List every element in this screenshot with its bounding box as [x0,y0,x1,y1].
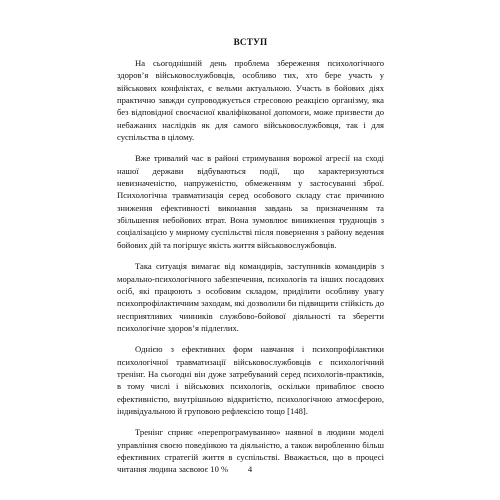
paragraph-3: Така ситуація вимагає від командирів, заступників командирів з морально-психологічного забезпечення, психологів та інших посадових осіб, які працюють з особовим складом, приділити особливу увагу психопрофілактичним заходам, які дозволили би підвищити стійкість до несприятливих чинників службово-бойової діяльності та зберегти психологічне здоров’я підлеглих. [117,261,384,333]
page-content [117,36,384,476]
paragraph-4: Однією з ефективних форм навчання і психопрофілактики психологічної травматизації військовослужбовців є психологічний тренінг. На сьогодні він дуже затребуваний серед психологів-практиків, в тому числі і військових психологів, оскільки приваблює своєю ефективністю, внутрішньою відкритістю, психологічною атмосферою, індивідуальною й груповою рефлексією тощо [148]. [117,344,384,416]
page-number: 4 [247,464,253,474]
paragraph-1: На сьогоднішній день проблема збереження психологічного здоров’я військовослужбовців, особливо тих, хто бере участь у військових конфліктах, є вельми актуальною. Участь в бойових діях практично завжди супроводжується стресовою реакцією організму, яка без відповідної своєчасної кваліфікованої допомоги, може призвести до небажаних наслідків як для самого військовослужбовця, так і для суспільства в цілому. [117,58,384,143]
paragraph-5: Тренінг сприяє «перепрограмуванню» наявної в людини моделі управління своєю поведінкою та діяльністю, а також виробленню більш ефективних стратегій життя в суспільстві. Вважається, що в процесі читання людина засвоює 10 % [117,427,384,475]
paragraph-2: Вже тривалий час в районі стримування ворожої агресії на сході нашої держави відбуваються події, що характеризуються невизначеністю, напруженістю, обмеженням у застосуванні зброї. Психологічна травматизація серед особового складу стає причиною зниження ефективності виконання завдань за призначенням та збільшення небойових втрат. Вона зумовлює виникнення труднощів з соціалізацією у мирному суспільстві після повернення з району ведення бойових дій та погіршує якість життя військовослужбовців. [117,153,384,250]
section-heading: ВСТУП [233,37,268,47]
